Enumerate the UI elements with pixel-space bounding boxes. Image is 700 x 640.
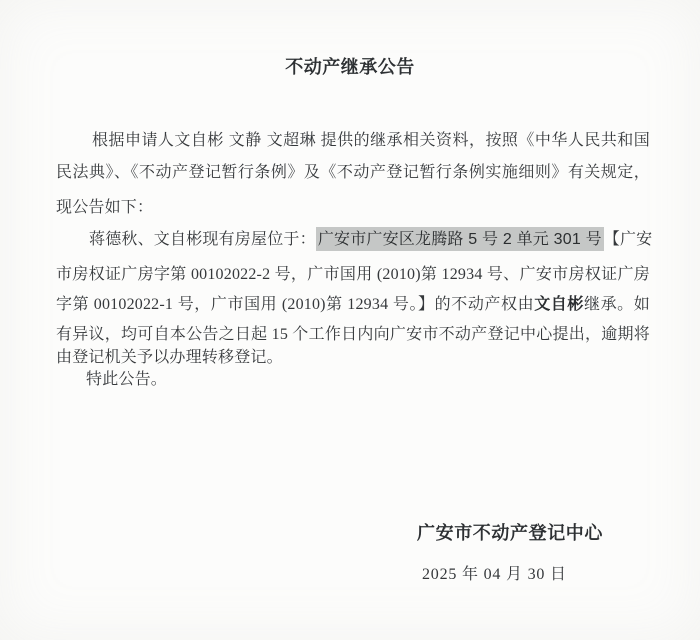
body-line-2 bbox=[56, 161, 650, 185]
paragraph-text: 【广安 bbox=[603, 231, 653, 248]
certificate-numbers: 字第 00102022-1 号，广市国用 (2010)第 12934 号。】的不动产权由 bbox=[56, 296, 535, 313]
owner-names: 蒋德秋、文自彬现有房屋位于： bbox=[89, 231, 316, 248]
closing-text: 特此公告。 bbox=[86, 371, 168, 388]
body-line-6 bbox=[56, 293, 650, 317]
address-highlight: 广安市广安区龙腾路 5 号 2 单元 301 号 bbox=[316, 227, 604, 251]
body-line-9 bbox=[56, 368, 650, 392]
body-line-1 bbox=[56, 129, 650, 153]
body-line-4 bbox=[56, 228, 652, 252]
body-line-3 bbox=[56, 196, 650, 220]
paragraph-text: 根据申请人 bbox=[92, 132, 175, 149]
paragraph-text: 现公告如下： bbox=[56, 199, 154, 216]
paragraph-text: 提供的继承相关资料，按照《中华人民共和国 bbox=[316, 132, 650, 149]
heir-name: 文自彬 bbox=[534, 296, 584, 313]
body-line-8 bbox=[56, 346, 650, 370]
paragraph-text: 继承。如 bbox=[584, 296, 650, 313]
certificate-numbers: 市房权证广房字第 00102022-2 号，广市国用 (2010)第 12934 号、广安市房权证广房 bbox=[56, 266, 650, 283]
applicant-names: 文自彬 文静 文超琳 bbox=[174, 132, 317, 149]
paragraph-text: 民法典》、《不动产登记暂行条例》及《不动产登记暂行条例实施细则》有关规定， bbox=[56, 164, 650, 181]
body-line-7 bbox=[56, 323, 650, 347]
paragraph-text: 有异议，均可自本公告之日起 15 个工作日内向广安市不动产登记中心提出，逾期将 bbox=[56, 326, 650, 343]
org-signature: 广安市不动产登记中心 bbox=[417, 523, 603, 543]
date-signature: 2025 年 04 月 30 日 bbox=[422, 566, 567, 583]
document-title: 不动产继承公告 bbox=[285, 57, 415, 77]
paragraph-text: 由登记机关予以办理转移登记。 bbox=[56, 349, 283, 366]
body-line-5 bbox=[56, 263, 650, 287]
